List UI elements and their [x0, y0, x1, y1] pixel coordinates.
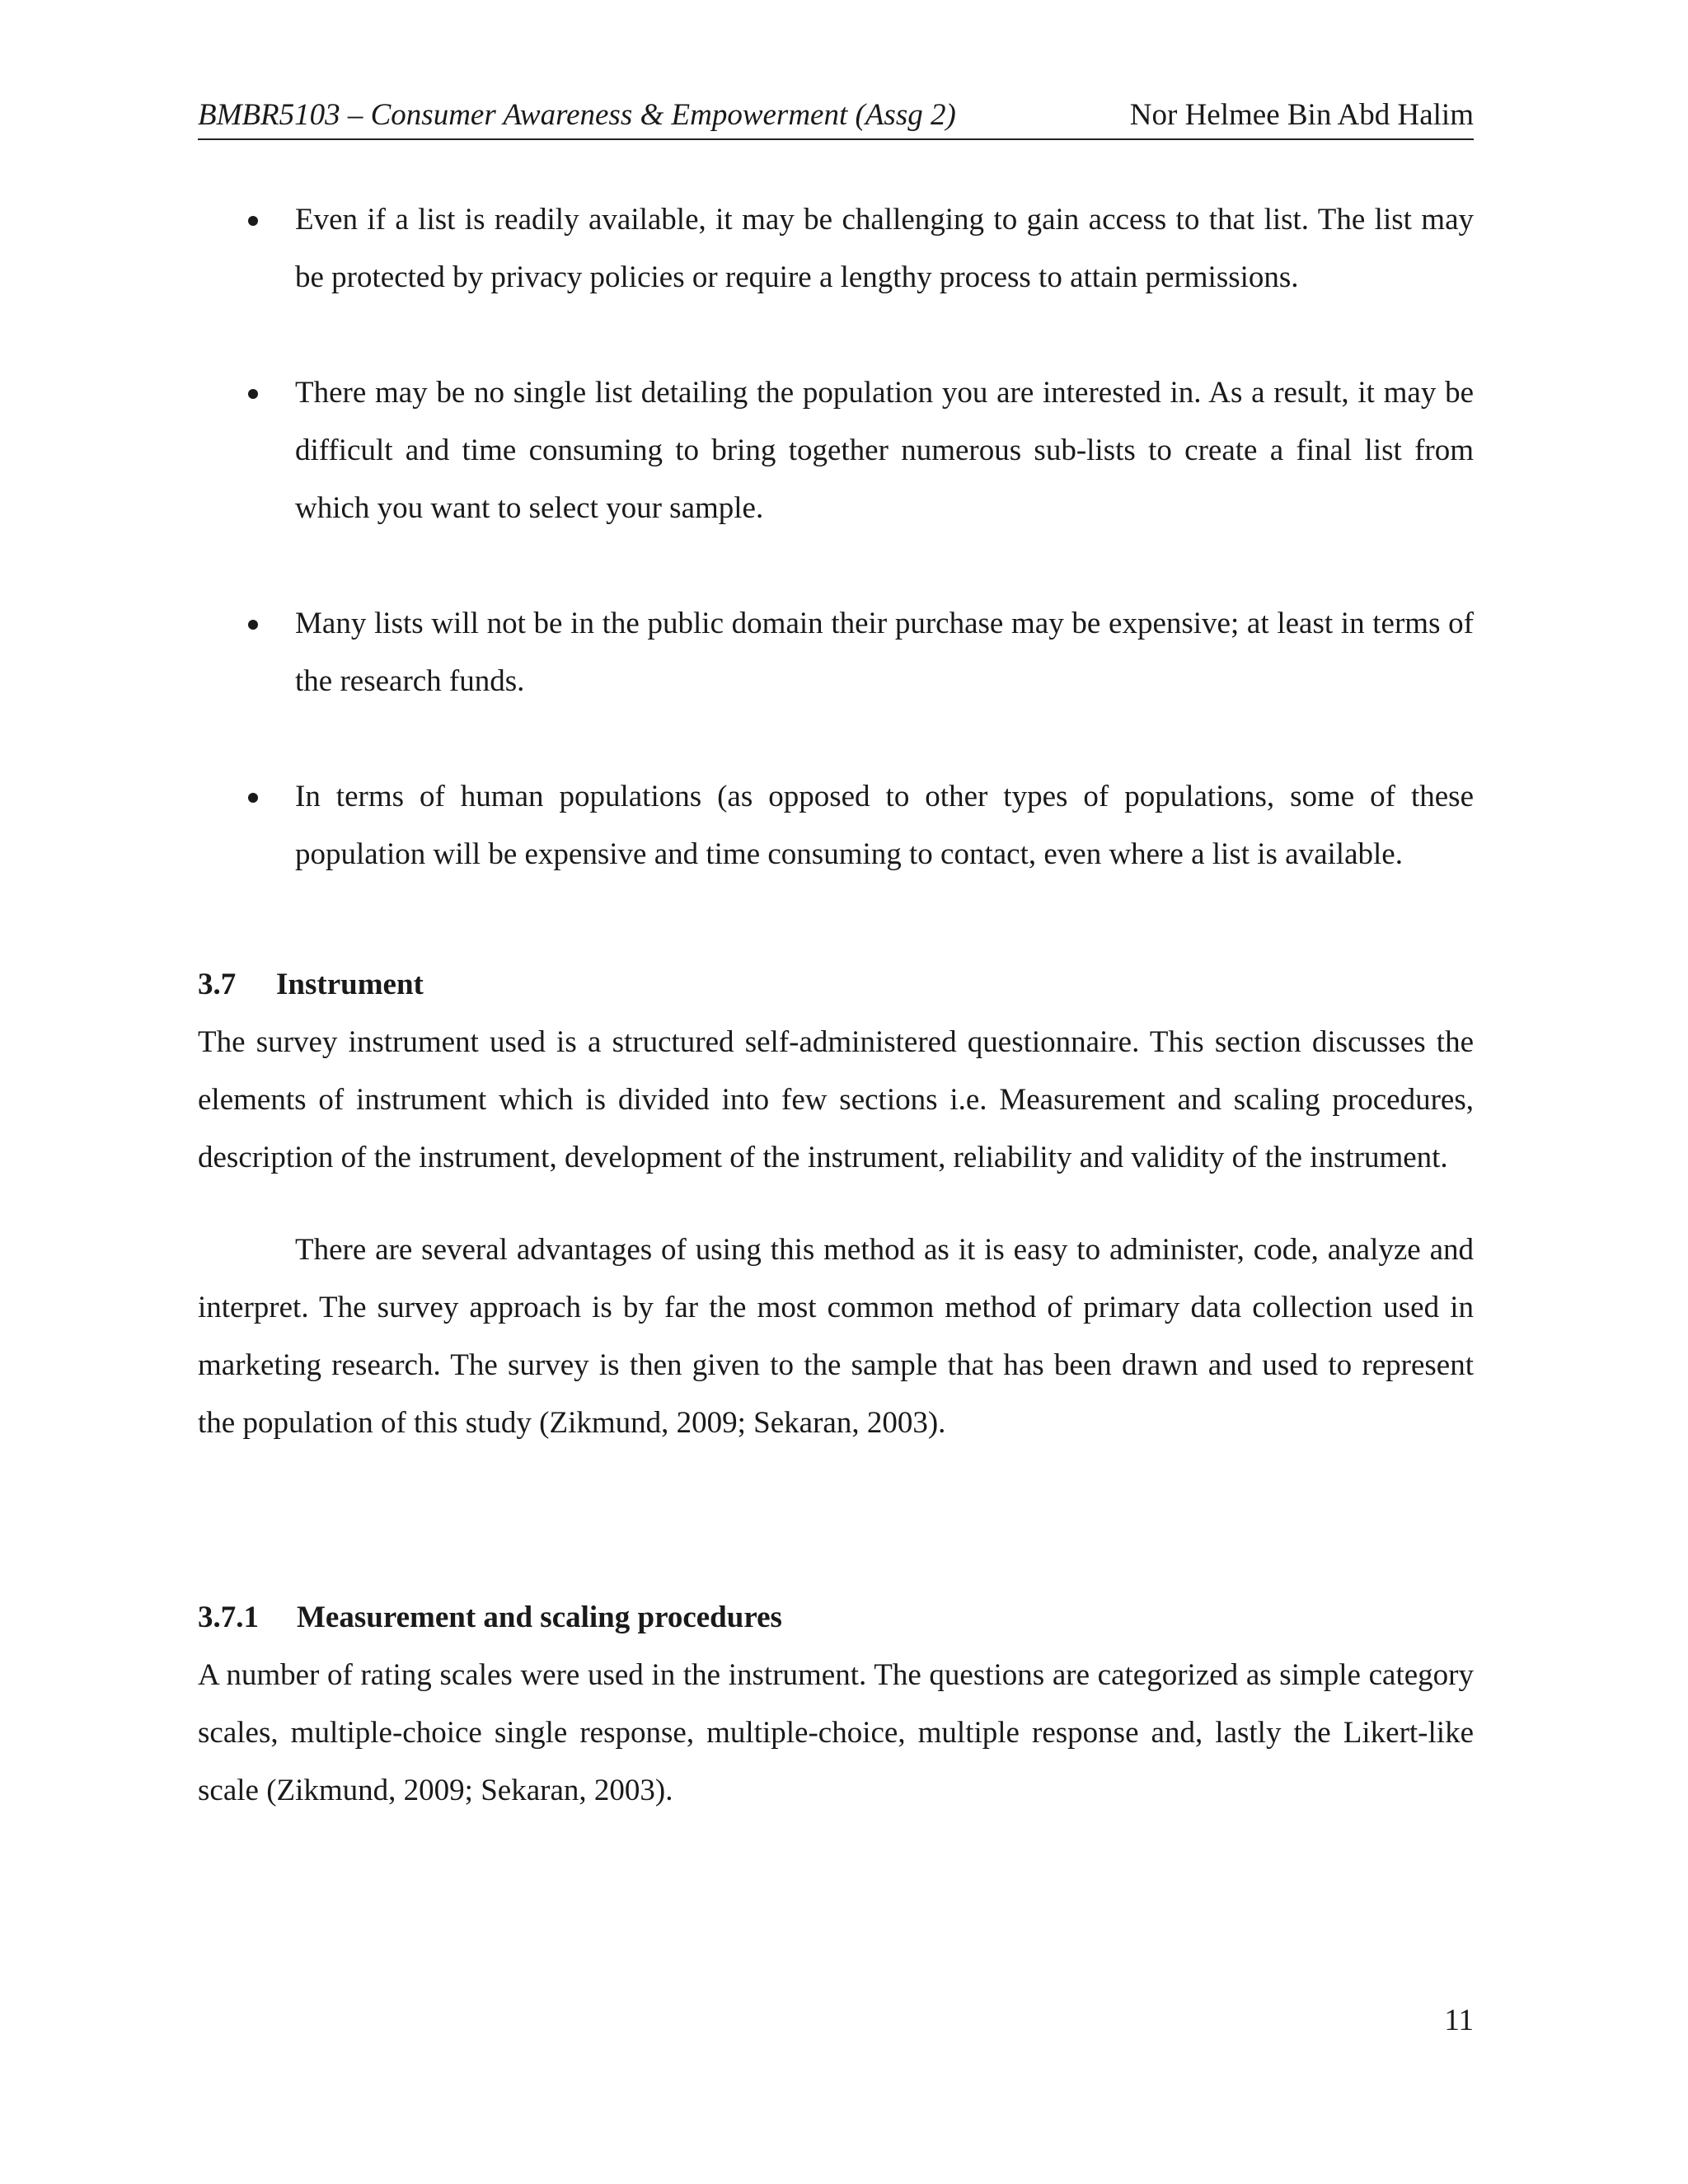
subsection-heading: [198, 1589, 1474, 1647]
author-name: Nor Helmee Bin Abd Halim: [1129, 98, 1474, 132]
page-number: 11: [1444, 2004, 1474, 2037]
subsection-title: Measurement and scaling procedures: [297, 1601, 782, 1634]
paragraph: There are several advantages of using this method as it is easy to administer, code, analyze and interpret. The survey approach is by far the most common method of primary data collection used in marketing research. The survey is then given to the sample that has been drawn and used to represent the population of this study (Zikmund, 2009; Sekaran, 2003).: [198, 1233, 1474, 1440]
bullet-text: Even if a list is readily available, it may be challenging to gain access to that list. The list may be protected by privacy policies or require a lengthy process to attain permissions.: [295, 203, 1474, 294]
bullet-icon: [248, 389, 258, 399]
list-item: [198, 595, 1474, 710]
section-title: Instrument: [276, 968, 424, 1001]
course-title: BMBR5103 – Consumer Awareness & Empowerment (Assg 2): [198, 98, 956, 132]
paragraph: A number of rating scales were used in the instrument. The questions are categorized as simple category scales, multiple-choice single response, multiple-choice, multiple response and, lastly the Likert-like scale (Zikmund, 2009; Sekaran, 2003).: [198, 1658, 1474, 1807]
section-measurement-scaling: [198, 1589, 1474, 1820]
bullet-text: In terms of human populations (as opposed to other types of populations, some of these population will be expensive and time consuming to contact, even where a list is available.: [295, 780, 1474, 871]
bullet-icon: [248, 216, 258, 226]
bullet-icon: [248, 793, 258, 803]
bullet-text: Many lists will not be in the public domain their purchase may be expensive; at least in terms of the research funds.: [295, 607, 1474, 698]
list-item: [198, 364, 1474, 537]
list-item: [198, 191, 1474, 307]
section-number: 3.7: [198, 968, 237, 1001]
bullet-icon: [248, 620, 258, 630]
paragraph: The survey instrument used is a structured self-administered questionnaire. This section discusses the elements of instrument which is divided into few sections i.e. Measurement and scaling procedures, description of the instrument, development of the instrument, reliability and validity of the instrument.: [198, 1025, 1474, 1174]
bullet-text: There may be no single list detailing the population you are interested in. As a result, it may be difficult and time consuming to bring together numerous sub-lists to create a final list from which you want to select your sample.: [295, 376, 1474, 525]
list-item: [198, 768, 1474, 883]
bullet-list: [198, 191, 1474, 941]
running-header: [198, 92, 1474, 140]
section-heading: [198, 956, 1474, 1014]
subsection-number: 3.7.1: [198, 1601, 259, 1634]
section-instrument: [198, 956, 1474, 1452]
